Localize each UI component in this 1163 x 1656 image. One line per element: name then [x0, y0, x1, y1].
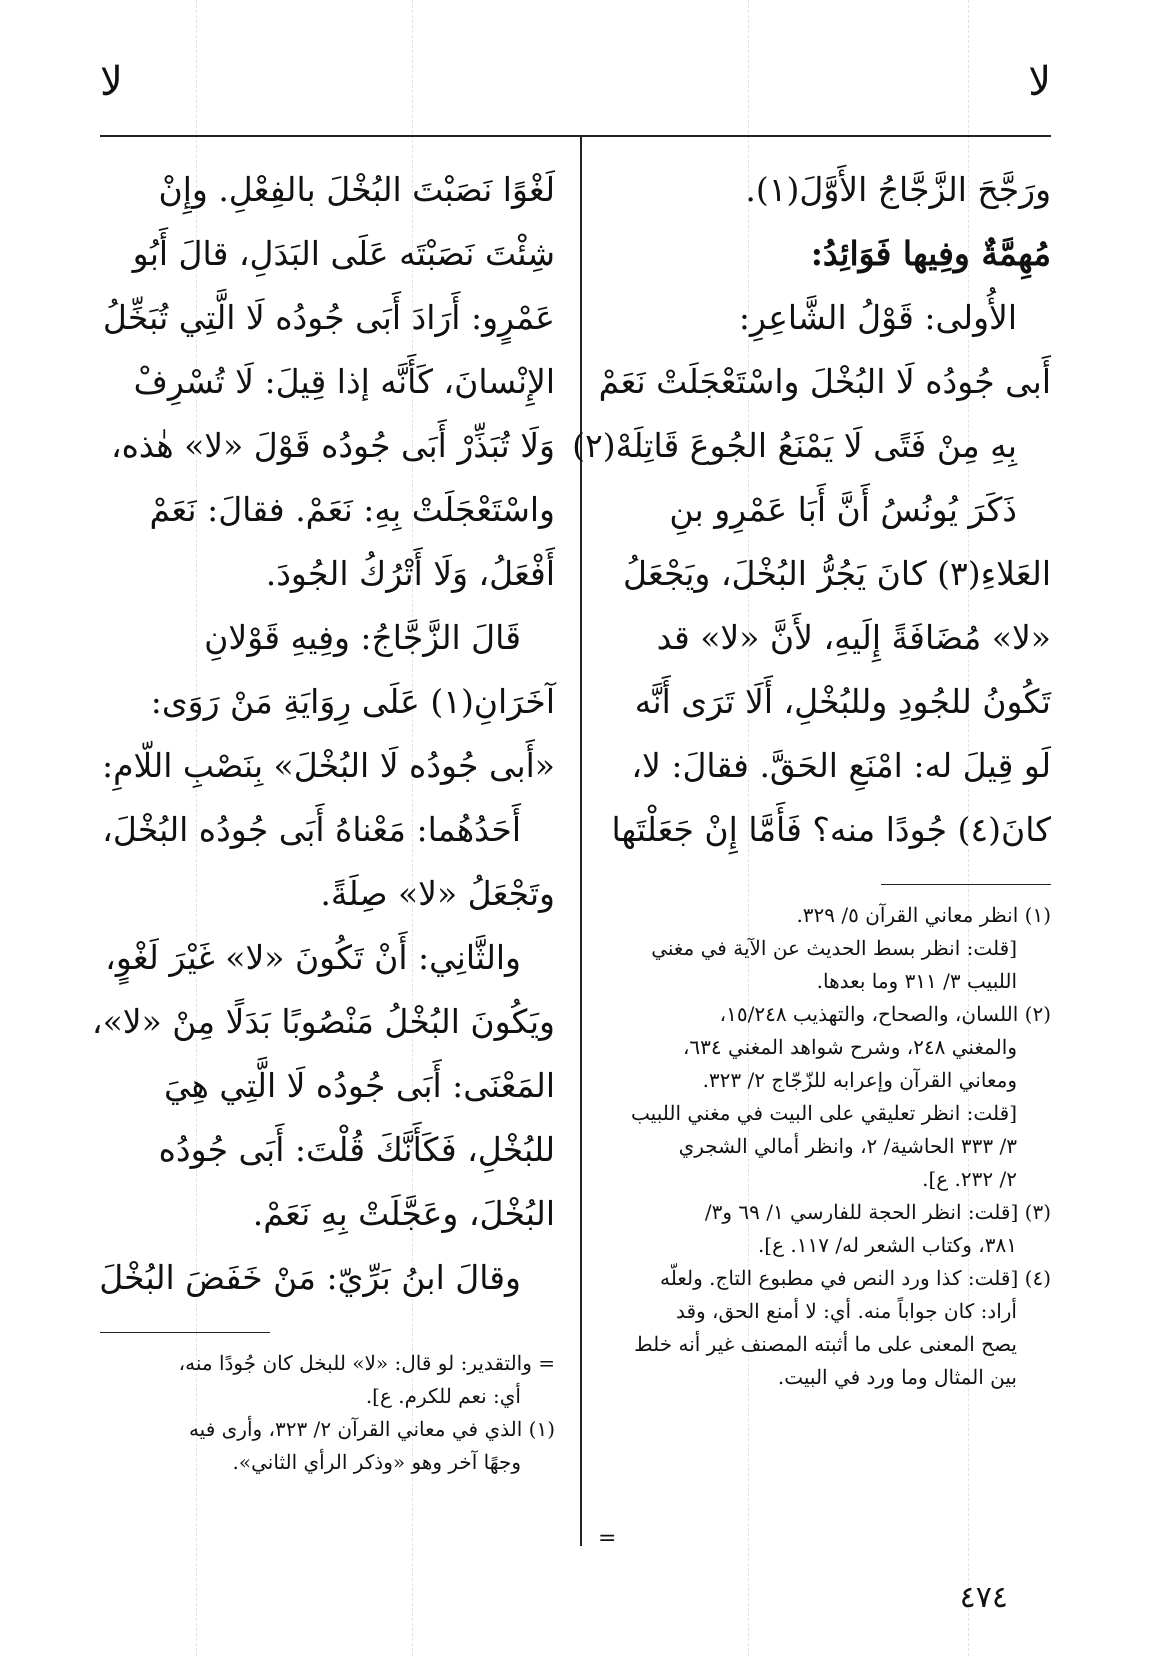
footnote-line: (٤) [قلت: كذا ورد النص في مطبوع التاج. ولعلّه: [659, 1266, 1051, 1290]
right-footnotes: [621, 899, 1051, 1394]
text-line: الأُولى: قَوْلُ الشَّاعِرِ:: [738, 298, 1017, 337]
text-line: البُخْلَ، وعَجَّلَتْ بِهِ نَعَمْ.: [252, 1194, 555, 1233]
footnote-line: (٣) [قلت: انظر الحجة للفارسي ١/ ٦٩ و٣/: [704, 1200, 1051, 1224]
left-column-text: [91, 158, 555, 1310]
text-line: ذَكَرَ يُونُسُ أَنَّ أَبَا عَمْرِو بنِ: [669, 490, 1017, 529]
text-line: لَو قِيلَ له: امْنَعِ الحَقَّ. فقالَ: لا،: [631, 746, 1051, 785]
footnote-line: اللبيب ٣/ ٣١١ وما بعدها.: [816, 969, 1017, 993]
page-number: ٤٧٤: [959, 1580, 1008, 1615]
footnote-line: [قلت: انظر بسط الحديث عن الآية في مغني: [651, 936, 1017, 960]
right-column-text: [572, 158, 1051, 862]
text-line: لَغْوًا نَصَبْتَ البُخْلَ بالفِعْلِ. وإِنْ: [158, 170, 555, 209]
text-line: الإِنْسانَ، كَأَنَّه إذا قِيلَ: لَا تُسْرِفْ: [133, 362, 555, 401]
footnote-line: ٣/ ٣٣٣ الحاشية/ ٢، وانظر أمالي الشجري: [678, 1134, 1017, 1158]
footnote-line: (١) الذي في معاني القرآن ٢/ ٣٢٣، وأرى فيه: [188, 1417, 555, 1441]
text-line: بِهِ مِنْ فَتًى لَا يَمْنَعُ الجُوعَ قَاتِلَهْ(٢): [572, 426, 1017, 465]
column-separator: [580, 136, 582, 1546]
text-line: المَعْنَى: أَبَى جُودُه لَا الَّتِي هِيَ: [164, 1066, 555, 1105]
text-line: آخَرَانِ(١) عَلَى رِوَايَةِ مَنْ رَوَى:: [150, 682, 555, 721]
footnote-line: ٣٨١، وكتاب الشعر له/ ١١٧. ع].: [757, 1233, 1017, 1257]
right-column: [572, 158, 1051, 1394]
text-line: مُهِمَّةٌ وفِيها فَوَائِدُ:: [810, 234, 1051, 273]
text-line: كانَ(٤) جُودًا منه؟ فَأَمَّا إِنْ جَعَلْتَها: [611, 810, 1051, 849]
left-footnotes: [100, 1347, 555, 1479]
text-line: قَالَ الزَّجَّاجُ: وفِيهِ قَوْلانِ: [204, 618, 521, 657]
footnote-line: أراد: كان جواباً منه. أي: لا أمنع الحق، وقد: [675, 1299, 1017, 1323]
running-header-right: لا: [1028, 59, 1051, 105]
text-line: وَلَا تُبَذِّرْ أَبَى جُودُه قَوْلَ «لا» هٰذه،: [110, 426, 555, 465]
spacer: [621, 862, 1051, 876]
spacer: [100, 1310, 555, 1324]
footnote-line: بين المثال وما ورد في البيت.: [777, 1365, 1017, 1389]
footnote-line: (١) انظر معاني القرآن ٥/ ٣٢٩.: [796, 903, 1051, 927]
footnote-line: والمغني ٢٤٨، وشرح شواهد المغني ٦٣٤،: [682, 1035, 1017, 1059]
footnote-rule: [881, 884, 1051, 885]
text-line: وقالَ ابنُ بَرِّيّ: مَنْ خَفَضَ البُخْلَ: [99, 1258, 521, 1297]
text-line: تَكُونُ للجُودِ وللبُخْلِ، أَلَا تَرَى أَنَّه: [634, 682, 1051, 721]
running-header-left: لا: [100, 59, 123, 105]
text-line: للبُخْلِ، فَكَأَنَّكَ قُلْتَ: أَبَى جُودُه: [158, 1130, 555, 1169]
header-rule: [100, 135, 1051, 137]
text-line: العَلاءِ(٣) كانَ يَجُرُّ البُخْلَ، ويَجْعَلُ: [623, 554, 1051, 593]
text-line: ويَكُونَ البُخْلُ مَنْصُوبًا بَدَلًا مِنْ «لا»،: [91, 1002, 555, 1041]
text-line: «أَبى جُودُه لَا البُخْلَ» بِنَصْبِ اللّامِ:: [101, 746, 555, 785]
text-line: واسْتَعْجَلَتْ بِهِ: نَعَمْ. فقالَ: نَعَمْ: [149, 490, 555, 529]
continuation-mark: =: [598, 1526, 617, 1551]
text-line: والثَّانِي: أَنْ تَكُونَ «لا» غَيْرَ لَغْوٍ،: [105, 938, 521, 977]
footnote-line: وجهًا آخر وهو «وذكر الرأي الثاني».: [232, 1450, 521, 1474]
footnote-line: (٢) اللسان، والصحاح، والتهذيب ١٥/٢٤٨،: [719, 1002, 1051, 1026]
text-line: ورَجَّحَ الزَّجَّاجُ الأَوَّلَ(١).: [745, 170, 1051, 209]
footnote-line: = والتقدير: لو قال: «لا» للبخل كان جُودًا منه،: [178, 1351, 555, 1375]
text-line: وتَجْعَلُ «لا» صِلَةً.: [320, 874, 555, 913]
text-line: «لا» مُضَافَةً إِلَيهِ، لأَنَّ «لا» قد: [656, 618, 1051, 657]
text-line: أَحَدُهُما: مَعْناهُ أَبَى جُودُه البُخْلَ،: [102, 810, 521, 849]
footnote-line: ٢/ ٢٣٢. ع].: [922, 1167, 1017, 1191]
text-line: عَمْرٍو: أَرَادَ أَبَى جُودُه لَا الَّتِي تُبَخِّلُ: [102, 298, 555, 337]
text-line: أَبى جُودُه لَا البُخْلَ واسْتَعْجَلَتْ نَعَمْ: [598, 362, 1051, 401]
footnote-line: [قلت: انظر تعليقي على البيت في مغني اللبيب: [631, 1101, 1017, 1125]
text-line: أَفْعَلُ، وَلَا أَتْرُكُ الجُودَ.: [265, 554, 555, 593]
left-column: [91, 158, 555, 1479]
text-line: شِئْتَ نَصَبْتَه عَلَى البَدَلِ، قالَ أَبُو: [132, 234, 555, 273]
footnote-rule: [100, 1332, 270, 1333]
footnote-line: أي: نعم للكرم. ع].: [365, 1384, 521, 1408]
footnote-line: يصح المعنى على ما أثبته المصنف غير أنه خلط: [634, 1332, 1017, 1356]
footnote-line: ومعاني القرآن وإعرابه للزّجّاج ٢/ ٣٢٣.: [702, 1068, 1017, 1092]
